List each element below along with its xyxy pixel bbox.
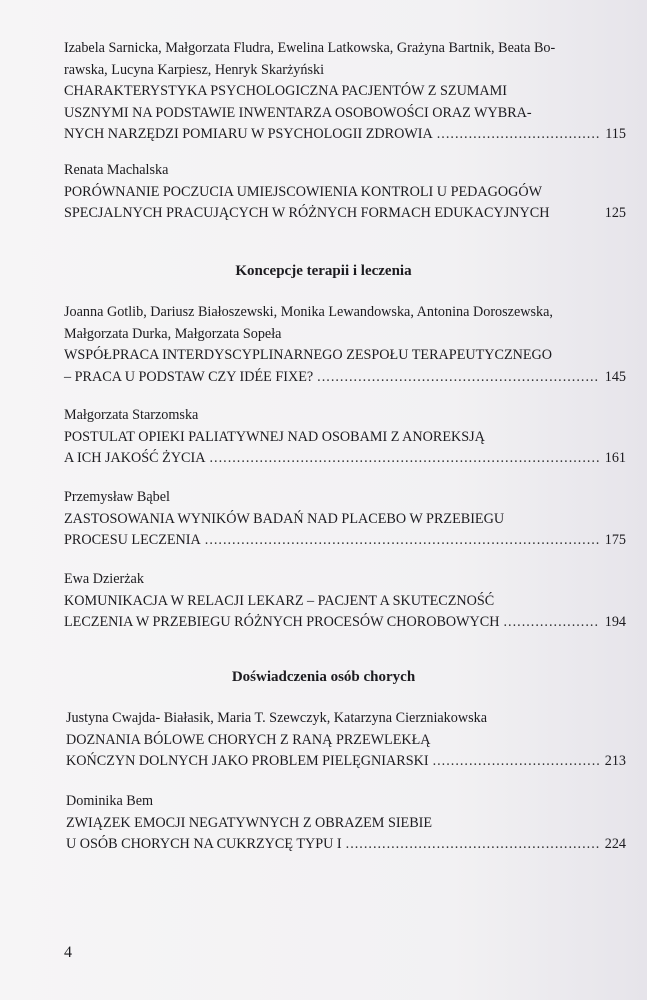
toc-entry [64,405,626,470]
entry-authors: Ewa Dzierżak [64,571,144,587]
entry-title: WSPÓŁPRACA INTERDYSCYPLINARNEGO ZESPOŁU TERAPEUTYCZNEGO [64,347,553,363]
entry-title: ZASTOSOWANIA WYNIKÓW BADAŃ NAD PLACEBO W PRZEBIEGU [64,510,505,527]
leader-dots [437,124,599,146]
leader-dots [205,530,599,552]
entry-title: KOMUNIKACJA W RELACJI LEKARZ – PACJENT A SKUTECZNOŚĆ [64,592,495,609]
entry-title: PORÓWNANIE POCZUCIA UMIEJSCOWIENIA KONTROLI U PEDAGOGÓW [64,183,543,200]
page-number: 224 [604,836,626,852]
entry-title: U OSÓB CHORYCH NA CUKRZYCĘ TYPU I [66,836,342,852]
toc-entry [66,708,626,773]
toc-entry [64,38,626,146]
toc-entry [64,569,626,634]
entry-authors: Małgorzata Durka, Małgorzata Sopeła [64,325,282,342]
entry-title-last-line [64,612,626,634]
entry-title-last-line [66,751,626,773]
entry-title: SPECJALNYCH PRACUJĄCYCH W RÓŻNYCH FORMACH EDUKACYJNYCH [64,205,550,221]
footer-page-number: 4 [64,944,72,961]
toc-entry [64,302,626,388]
entry-authors: Joanna Gotlib, Dariusz Białoszewski, Monika Lewandowska, Antonina Doroszewska, [64,304,553,320]
page-number: 175 [604,532,626,548]
page-number: 213 [604,753,626,769]
leader-dots [210,448,599,470]
entry-authors: Renata Machalska [64,162,169,178]
entry-title: POSTULAT OPIEKI PALIATYWNEJ NAD OSOBAMI Z ANOREKSJĄ [64,428,485,445]
page-number: 145 [604,368,626,385]
entry-title-last-line [64,448,626,470]
entry-title: PROCESU LECZENIA [64,532,201,548]
page-number: 115 [605,126,626,142]
entry-title: LECZENIA W PRZEBIEGU RÓŻNYCH PROCESÓW CHOROBOWYCH [64,614,500,630]
toc-entry [66,791,626,856]
leader-dots [317,367,599,389]
entry-title-last-line [64,530,626,552]
section-heading-therapy: Koncepcje terapii i leczenia [235,263,412,279]
entry-title-last-line [64,124,626,146]
entry-title: – PRACA U PODSTAW CZY IDÉE FIXE? [64,368,314,385]
entry-title: DOZNANIA BÓLOWE CHORYCH Z RANĄ PRZEWLEKŁĄ [66,731,431,748]
entry-title: ZWIĄZEK EMOCJI NEGATYWNYCH Z OBRAZEM SIEBIE [66,814,433,831]
toc-entry [64,160,626,225]
entry-title-last-line [66,834,626,856]
leader-dots [433,751,599,773]
entry-title: USZNYMI NA PODSTAWIE INWENTARZA OSOBOWOŚCI ORAZ WYBRA- [64,104,532,121]
page-number: 194 [604,614,626,630]
entry-authors: Małgorzata Starzomska [64,407,199,423]
leader-dots [346,834,599,856]
entry-authors: Justyna Cwajda- Białasik, Maria T. Szewczyk, Katarzyna Cierzniakowska [66,710,488,726]
entry-authors: rawska, Lucyna Karpiesz, Henryk Skarżyński [64,61,325,78]
entry-title: NYCH NARZĘDZI POMIARU W PSYCHOLOGII ZDROWIA [64,126,433,142]
entry-authors: Dominika Bem [66,793,154,809]
entry-authors: Przemysław Bąbel [64,489,170,505]
entry-authors: Izabela Sarnicka, Małgorzata Fludra, Ewelina Latkowska, Grażyna Bartnik, Beata Bo- [64,40,556,56]
entry-title: A ICH JAKOŚĆ ŻYCIA [64,450,206,466]
page-number: 161 [604,450,626,466]
toc-entry [64,487,626,552]
entry-title: KOŃCZYN DOLNYCH JAKO PROBLEM PIELĘGNIARSKI [66,753,429,769]
leader-dots [504,612,599,634]
entry-title-last-line [64,203,626,225]
page-number: 125 [604,205,626,221]
entry-title-last-line [64,367,626,389]
entry-title: CHARAKTERYSTYKA PSYCHOLOGICZNA PACJENTÓW Z SZUMAMI [64,83,508,99]
section-heading-patients: Doświadczenia osób chorych [231,669,416,685]
